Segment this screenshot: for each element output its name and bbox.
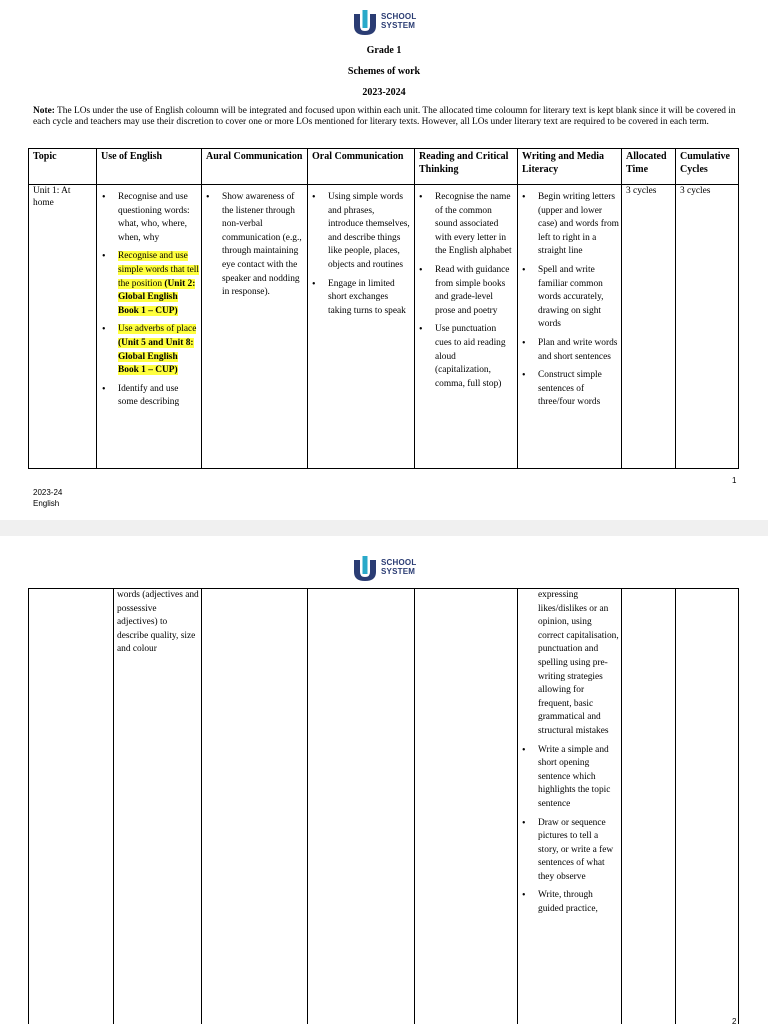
list-item: • Using simple words and phrases, introduce themselves, and describe things like people, places, objects and routines <box>309 191 411 273</box>
document-title: Schemes of work <box>347 66 421 77</box>
cell-aural-communication <box>203 191 303 305</box>
note-text: The LOs under the use of English coloumn will be integrated and focused upon within each unit. The allocated time coloumn for literary text is kept blank since it will be covered in each cycle and teachers may use their discretion to cover one or more LOs mentioned for literary texts. However, all LOs under literary text are required to be covered in each term. <box>33 106 736 127</box>
header-reading-critical-thinking: Reading and Critical Thinking <box>419 151 509 175</box>
cell-writing-media-literacy <box>519 191 619 468</box>
page-number: 2 <box>732 1017 737 1024</box>
cell-topic: Unit 1: At home <box>33 186 71 208</box>
header-cumulative-cycles: Cumulative Cycles <box>680 151 730 175</box>
logo-emblem-icon <box>352 556 378 582</box>
note-paragraph <box>33 106 738 128</box>
header-use-of-english: Use of English <box>101 151 163 162</box>
list-item: • Engage in limited short exchanges taking turns to speak <box>309 278 411 319</box>
list-item: • Spell and write familiar common words accurately, drawing on sight words <box>519 264 619 332</box>
highlighted-text: Recognise and use simple words that tell the position (Unit 2: Global English Book 1 – CUP) <box>118 251 199 316</box>
cell-cumulative-cycles: 3 cycles <box>680 186 711 196</box>
school-logo <box>352 10 422 36</box>
page-footer: 2023-24 English <box>33 488 63 508</box>
list-item: • Begin writing letters (upper and lower case) and words from left to right in a straight line <box>519 191 619 259</box>
list-item: • Show awareness of the listener through non-verbal communication (e.g., through maintaining eye contact with the speaker and nodding in response). <box>203 191 303 300</box>
header-writing-media-literacy: Writing and Media Literacy <box>522 151 605 175</box>
header-oral-communication: Oral Communication <box>312 151 404 162</box>
list-item: • Recognise and use questioning words: what, who, where, when, why <box>99 191 199 245</box>
list-item-continued: expressing likes/dislikes or an opinion, using correct capitalisation, punctuation and spelling using pre-writing strategies allowing for frequent, basic grammatical and structural mistakes <box>538 590 619 736</box>
list-item: • Recognise the name of the common sound associated with every letter in the English alphabet <box>416 191 514 259</box>
list-item: • Write a simple and short opening sentence which highlights the topic sentence <box>519 744 619 812</box>
cell-reading-critical-thinking <box>416 191 514 396</box>
highlighted-text: Use adverbs of place (Unit 5 and Unit 8: Global English Book 1 – CUP) <box>118 324 197 376</box>
cell-oral-communication <box>309 191 411 323</box>
list-item: • Draw or sequence pictures to tell a story, or write a few sentences of what they observe <box>519 817 619 885</box>
logo-text: SCHOOL SYSTEM <box>381 12 417 30</box>
header-aural-communication: Aural Communication <box>206 151 303 162</box>
list-item: • Construct simple sentences of three/four words <box>519 369 619 410</box>
list-item <box>99 250 199 318</box>
logo-emblem-icon <box>352 10 378 36</box>
cell-use-of-english <box>99 191 199 468</box>
list-item: • Write, through guided practice, <box>519 889 619 916</box>
year-title: 2023-2024 <box>362 87 406 98</box>
header-allocated-time: Allocated Time <box>626 151 667 175</box>
cell-writing-media-literacy-continued <box>519 589 619 922</box>
list-item: • Identify and use some describing <box>99 383 199 410</box>
page-number: 1 <box>732 476 737 485</box>
header-topic: Topic <box>33 151 57 162</box>
school-logo <box>352 556 422 582</box>
list-item: • Plan and write words and short sentences <box>519 337 619 364</box>
note-label: Note: <box>33 106 55 116</box>
cell-allocated-time: 3 cycles <box>626 186 657 196</box>
logo-text: SCHOOL SYSTEM <box>381 558 417 576</box>
grade-title: Grade 1 <box>366 45 402 56</box>
document-page-2 <box>0 536 768 1024</box>
list-item: • Read with guidance from simple books and grade-level prose and poetry <box>416 264 514 318</box>
cell-use-of-english-continued: words (adjectives and possessive adjectives) to describe quality, size and colour <box>117 590 199 655</box>
list-item <box>99 323 199 377</box>
list-item: • Use punctuation cues to aid reading aloud (capitalization, comma, full stop) <box>416 323 514 391</box>
